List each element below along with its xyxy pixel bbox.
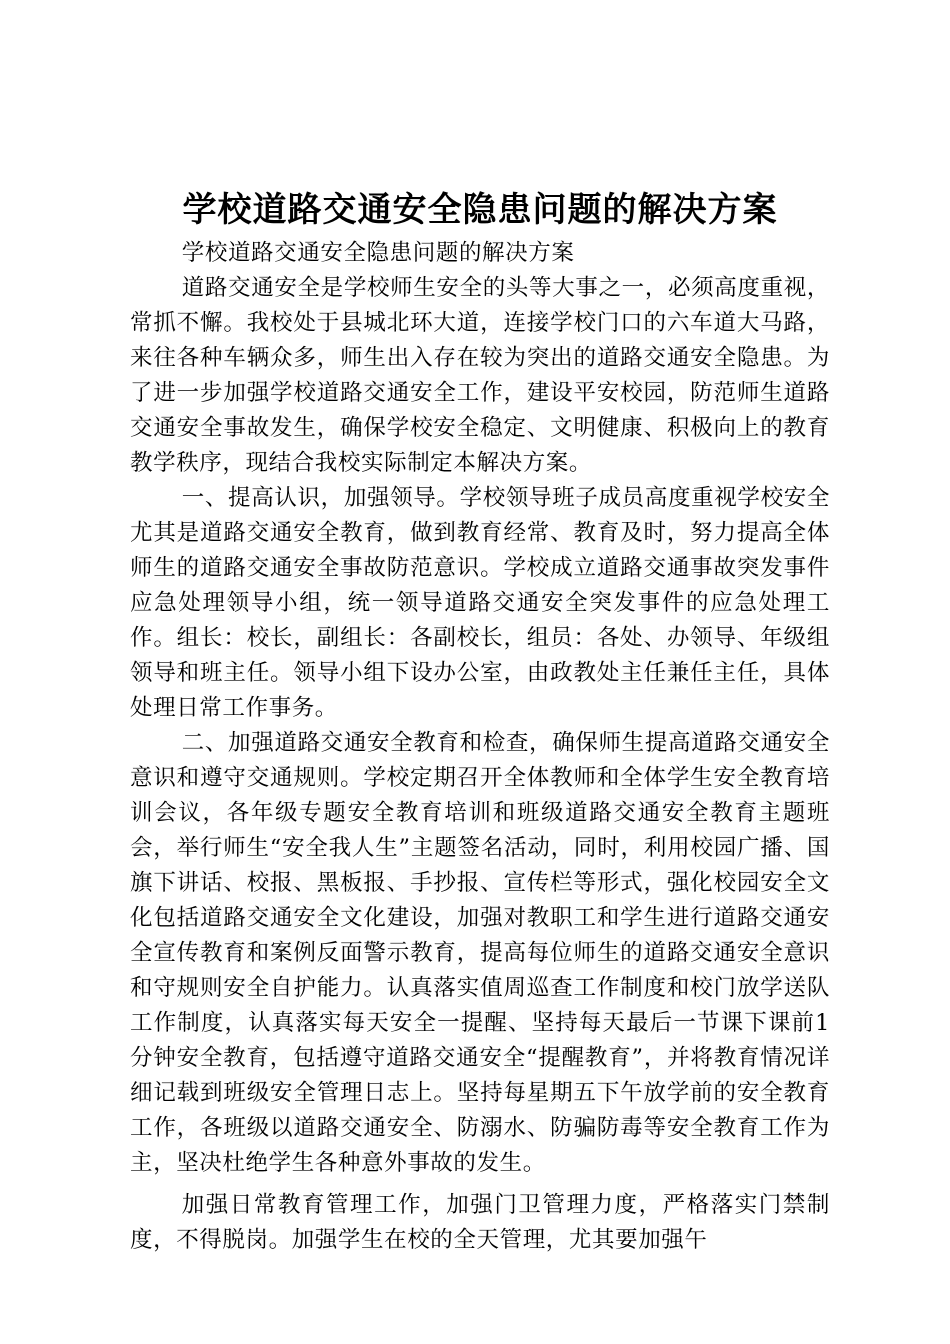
- document-body: [130, 185, 830, 1258]
- document-title: 学校道路交通安全隐患问题的解决方案: [182, 190, 778, 230]
- paragraph-section-2: 二、加强道路交通安全教育和检查，确保师生提高道路交通安全意识和遵守交通规则。学校定期召开全体教师和全体学生安全教育培训会议，各年级专题安全教育培训和班级道路交通安全教育主题班会，举行师生“安全我人生”主题签名活动，同时，利用校园广播、国旗下讲话、校报、黑板报、手抄报、宣传栏等形式，强化校园安全文化包括道路交通安全文化建设，加强对教职工和学生进行道路交通安全宣传教育和案例反面警示教育，提高每位师生的道路交通安全意识和守规则安全自护能力。认真落实值周巡查工作制度和校门放学送队工作制度，认真落实每天安全一提醒、坚持每天最后一节课下课前1分钟安全教育，包括遵守道路交通安全“提醒教育”，并将教育情况详细记载到班级安全管理日志上。坚持每星期五下午放学前的安全教育工作，各班级以道路交通安全、防溺水、防骗防毒等安全教育工作为主，坚决杜绝学生各种意外事故的发生。: [130, 730, 830, 1176]
- paragraph-section-3: 加强日常教育管理工作，加强门卫管理力度，严格落实门禁制度，不得脱岗。加强学生在校的全天管理，尤其要加强午: [130, 1192, 830, 1253]
- paragraph-section-1: 一、提高认识，加强领导。学校领导班子成员高度重视学校安全尤其是道路交通安全教育，做到教育经常、教育及时，努力提高全体师生的道路交通安全事故防范意识。学校成立道路交通事故突发事件应急处理领导小组，统一领导道路交通安全突发事件的应急处理工作。组长：校长，副组长：各副校长，组员：各处、办领导、年级组领导和班主任。领导小组下设办公室，由政教处主任兼任主任，具体处理日常工作事务。: [130, 485, 830, 721]
- paragraph-intro: 道路交通安全是学校师生安全的头等大事之一，必须高度重视，常抓不懈。我校处于县城北环大道，连接学校门口的六车道大马路，来往各种车辆众多，师生出入存在较为突出的道路交通安全隐患。为了进一步加强学校道路交通安全工作，建设平安校园，防范师生道路交通安全事故发生，确保学校安全稳定、文明健康、积极向上的教育教学秩序，现结合我校实际制定本解决方案。: [130, 275, 830, 476]
- document-subtitle: 学校道路交通安全隐患问题的解决方案: [181, 240, 575, 266]
